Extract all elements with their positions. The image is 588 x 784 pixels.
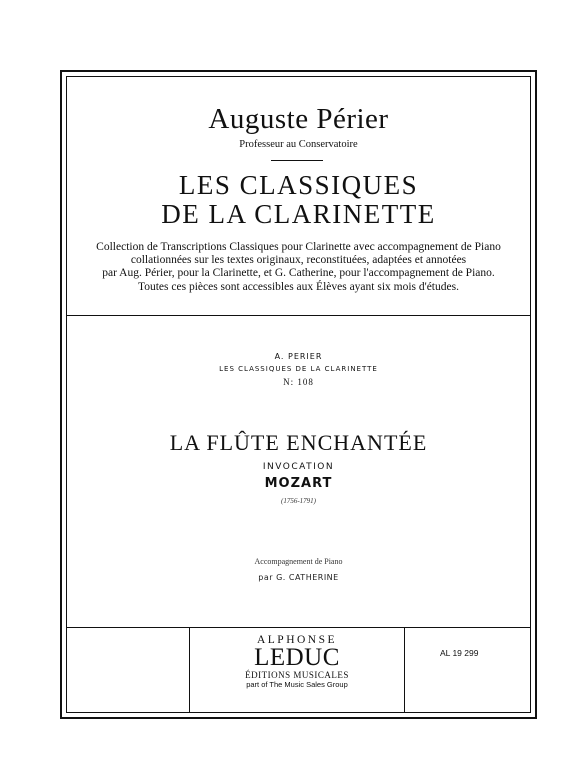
publisher-subtitle: ÉDITIONS MUSICALES	[245, 670, 349, 680]
series-title-line2: DE LA CLARINETTE	[161, 199, 436, 229]
catalog-number: AL 19 299	[440, 648, 479, 658]
series-title-line1: LES CLASSIQUES	[178, 170, 419, 200]
author-title: Professeur au Conservatoire	[239, 139, 358, 150]
composer-dates: (1756-1791)	[281, 497, 316, 505]
description-line: Collection de Transcriptions Classiques pour Clarinette avec accompagnement de Piano	[96, 241, 501, 253]
publisher-top: ALPHONSE	[256, 634, 338, 646]
series-author: A. PERIER	[274, 352, 323, 361]
footer-divider-left	[189, 627, 190, 713]
description-line: par Aug. Périer, pour la Clarinette, et G. Catherine, pour l'accompagnement de Piano.	[102, 267, 495, 280]
series-number: N: 108	[283, 377, 314, 387]
composer-name: MOZART	[264, 476, 333, 491]
series-description	[66, 241, 531, 294]
title-divider	[271, 160, 323, 161]
description-line: collationnées sur les textes originaux, reconstituées, adaptées et annotées	[130, 254, 467, 267]
piece-subtitle: INVOCATION	[262, 462, 335, 472]
arranger-credit: par G. CATHERINE	[258, 573, 339, 582]
footer-divider-right	[404, 627, 405, 713]
section-divider-bottom	[66, 627, 531, 628]
publisher-group: part of The Music Sales Group	[246, 680, 348, 689]
author-name: Auguste Périer	[208, 103, 389, 135]
description-line: Toutes ces pièces sont accessibles aux Élèves ayant six mois d'études.	[138, 280, 459, 293]
publisher-logo	[222, 634, 372, 689]
accompaniment-note: Accompagnement de Piano	[254, 557, 343, 566]
piece-title: LA FLÛTE ENCHANTÉE	[169, 430, 428, 455]
publisher-name: LEDUC	[254, 644, 340, 671]
section-divider-top	[66, 315, 531, 316]
series-name: LES CLASSIQUES DE LA CLARINETTE	[219, 365, 378, 373]
